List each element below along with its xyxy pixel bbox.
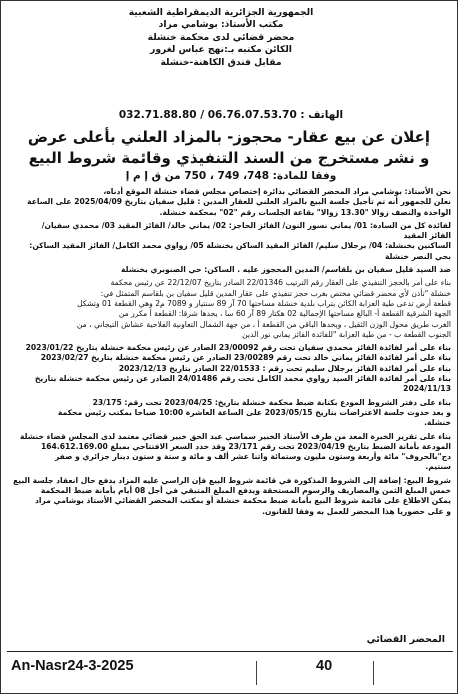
body-line: شروط البيع: إضافة إلى الشروط المذكورة في قائمة شروط البيع فإن الراسي عليه المزاد يدفع حال انعقاد جلسة البيع xyxy=(13,475,451,485)
body-line: و بعد حدوث جلسة الاعتراضات بتاريخ 2023/05/15 على الساعة العاشرة 10:00 صباحا بمكتب رئيس محكمة xyxy=(57,407,451,417)
title-line-2: و نشر مستخرج من السند التنفيذي وقائمة شروط البيع xyxy=(28,149,430,167)
footer-divider xyxy=(7,651,453,652)
body-line: المودعة بأمانة الضبط بتاريخ 2023/04/19 تحت رقم 23/171 وقد حدد السعر الافتتاحي بمبلغ 164.612.169.00 xyxy=(40,441,451,451)
office-phone: الهاتف : 06.76.07.53.70 / 032.71.88.80 xyxy=(118,109,344,121)
body-line: الفائز المقيد xyxy=(403,231,451,241)
body-line: بحي النصر خنشلة xyxy=(384,251,451,261)
header-line: مقابل فندق الكاهنة-خنشلة xyxy=(160,56,282,68)
issue-label: An-Nasr24-3-2025 xyxy=(11,658,134,674)
header-line: الجمهورية الجزائرية الديمقراطية الشعبية xyxy=(128,7,314,18)
body-line: خنشلة "تأذن لأي محضر قضائي مختص بغرب حجز تنفيذي على عقار المدين قليل سفيان بن بلقاسم المتمثل في: xyxy=(100,288,451,298)
legal-articles-subtitle: وفقا للمادة: 748، 749 ، 750 من ق إ م إ xyxy=(125,170,337,182)
header-line: محضر قضائي لدى محكمة خنشلة xyxy=(147,31,295,43)
footer-separator xyxy=(373,661,374,685)
body-line: الجهة الشرقية القطعة أ- البالغ مساحتها الإجمالية 02 هكتار 89 آر 60 سا ، يحدها شرقا: القطعة أ مكرر من xyxy=(118,309,451,319)
announcement-title xyxy=(7,127,451,169)
body-line: خنشلة. xyxy=(424,418,451,428)
body-line: سنتيم. xyxy=(425,462,451,472)
footer-separator xyxy=(256,661,257,685)
body-line: 2024/11/13 xyxy=(403,384,451,394)
body-line: بناء على أمر لفائدة الفائز يماني خالد تحت رقم 23/00289 الصادر عن رئيس محكمة خنشلة بتاريخ 2023/02/27 xyxy=(40,353,451,363)
page-number: 40 xyxy=(316,658,333,674)
body-line: يمكن الاطلاع على قائمة شروط البيع بأمانة ضبط محكمة خنشلة أو بمكتب المحضر القضائي الأستاذ بوشامي مراد xyxy=(34,496,451,506)
body-line: الواحدة والنصف زوالا "13.30 زوالا" بقاعة الجلسات رقم "02" بمحكمة خنشلة. xyxy=(159,207,451,217)
body-line: الغرب طريق محول الوزن الثقيل ، ويحدها الباقي من القطعة أ ، من جهة الشمال التعاونية الفلاحية عشاش التيجاني ، من xyxy=(76,319,451,329)
header-line: مكتب الأستاذ: بوشامي مراد xyxy=(158,19,284,31)
body-line: بناء على أمر لفائدة الفائز برجلال سليم تحت رقم : 22/01533 الصادر بتاريخ 2023/12/13 xyxy=(118,363,451,373)
body-line: بناء على تقرير الخبرة المعد من طرف الأستاذ الخبير سماسي عبد الحق خبير قضائي معتمد لدى المجلس قضاء خنشلة xyxy=(19,431,451,441)
body-line: الساكنين بخنشلة: 04/ برجلال سليم/ الفائز المقيد الساكن بخنشلة 05/ زواوي محمد الكامل/ الفائز المقيد الساكن: xyxy=(29,241,451,251)
body-line: لفائدة كل من السادة: 01/ يماني نسور النون/ الفائز الحاجز: 02/ يماني خالد/ الفائز المقيد 03/ محمدي سفيان/ xyxy=(41,220,451,230)
announcement-body xyxy=(9,187,451,517)
body-line: دج"بالحروف" مائة وأربعة وستون مليون وستمائة واثنا عشر ألف و مائة و ستة و ستون دينار جزائري و صفر xyxy=(54,452,451,462)
page-footer xyxy=(1,655,458,691)
body-line: ضد السيد قليل سفيان بن بلقاسم/ المدين المحجوز عليه . الساكن: حي الصنوبري بخنشلة xyxy=(120,265,451,275)
header-line: الكائن مكتبه بـ:نهج عباس لغرور xyxy=(150,44,292,56)
body-line: نحن الأستاذ: بوشامي مراد المحضر القضائي بدائرة إختصاص مجلس قضاء خنشلة الموقع أدناه، xyxy=(103,187,451,196)
body-line: الجنوب القطعة ب - من طية العزابة "للفائدة الفائز يماني نور الدين xyxy=(242,329,451,339)
body-line: بناء على أمر بالحجز التنفيذي على العقار رقم الترتيب 22/01346 الصادر بتاريخ 22/12/07 عن رئيس محكمة xyxy=(110,278,451,288)
office-header xyxy=(41,7,401,69)
body-line: خمس المبلغ الثمن والمصاريف والرسوم المستحقة ويدفع المبلغ المتبقي في أجل 08 أيام بأمانة ضبط المحكمة xyxy=(40,486,451,496)
title-line-1: إعلان عن بيع عقار- محجوز- بالمزاد العلني بأعلى عرض xyxy=(27,128,431,146)
body-line: بناء على أمر لفائدة الفائز السيد زواوي محمد الكامل تحت رقم 24/01486 الصادر عن رئيس محكمة خنشلة بتاريخ xyxy=(34,374,451,384)
signature: المحضر القضائي xyxy=(366,634,445,645)
body-line: بناء على أمر لفائدة الفائز محمدي سفيان تحت رقم 23/00092 الصادر عن رئيس محكمة خنشلة بتاريخ 2023/01/22 xyxy=(25,343,451,353)
body-line: بناء على دفتر الشروط المودع بكتابة ضبط محكمة خنشلة بتاريخ: 2023/04/25 تحت رقم: 23/175 xyxy=(92,397,451,407)
body-line: قطعة أرض تدعى طية العزابة الكائن بتراب بلدية خنشلة مساحتها 70 آر 89 سنتيار و 7089 م2 وهي القطعة 01 وتشكل xyxy=(77,298,451,308)
body-line: و على حضوريا هذا المحضر للعمل به وفقا للقانون. xyxy=(262,506,451,516)
body-line: نعلن للجمهور أنه تم تأجيل جلسة البيع بالمزاد العلني للعقار المدين : قليل سفيان بتاريخ 2025/04/09 على الساعة xyxy=(27,197,451,207)
